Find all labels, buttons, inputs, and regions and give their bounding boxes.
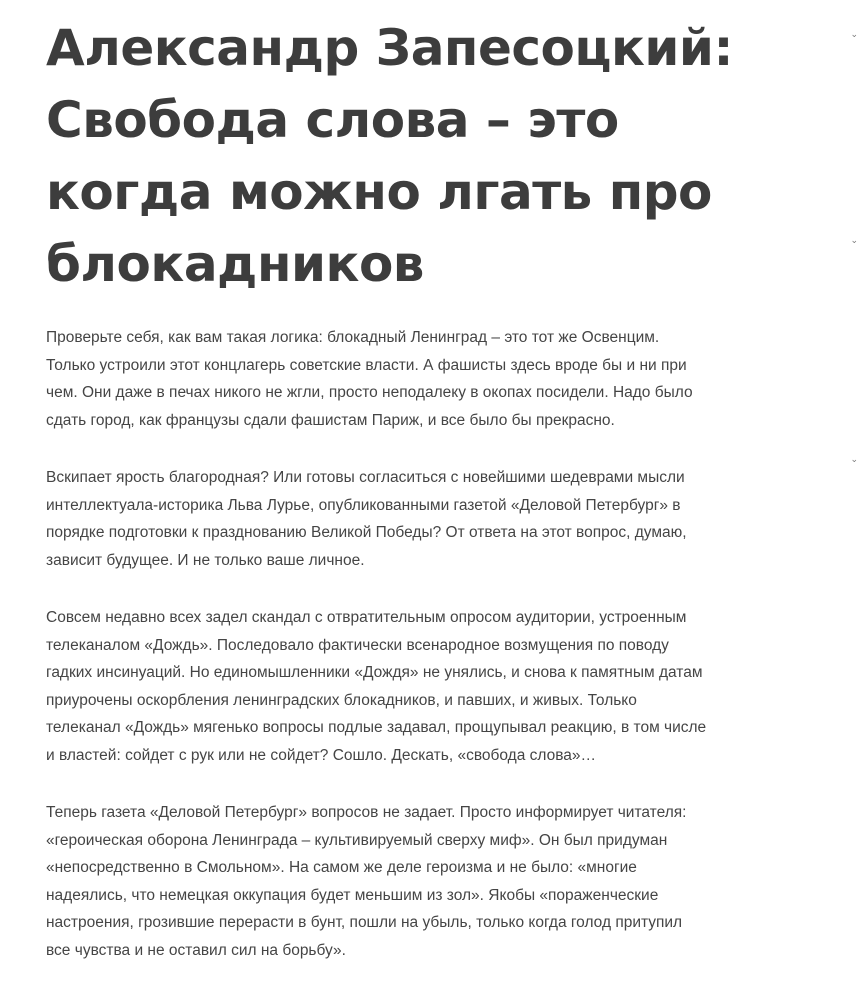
paragraph-line: гадких инсинуаций. Но единомышленники «Дождя» не унялись, и снова к памятным датам [46,664,703,681]
article-title [46,12,846,300]
edge-chevron-icon: ⌄ [850,455,858,465]
paragraph-line: настроения, грозившие перерасти в бунт, пошли на убыль, только когда голод притупил [46,914,683,931]
title-line: когда можно лгать про [46,163,712,221]
title-line: Свобода слова – это [46,91,619,149]
article [46,12,846,994]
paragraph-line: телеканалом «Дождь». Последовало фактически всенародное возмущения по поводу [46,636,669,654]
paragraph-line: зависит будущее. И не только ваше личное. [46,551,365,569]
article-body [46,324,846,964]
paragraph-line: Теперь газета «Деловой Петербург» вопросов не задает. Просто информирует читателя: [46,804,687,821]
paragraph-line: все чувства и не оставил сил на борьбу». [46,941,346,959]
paragraph-line: чем. Они даже в печах никого не жгли, просто неподалеку в окопах посидели. Надо было [46,384,693,401]
paragraph-line: Совсем недавно всех задел скандал с отвратительным опросом аудитории, устроенным [46,609,687,626]
paragraph-line: «непосредственно в Смольном». На самом же деле героизма и не было: «многие [46,859,637,876]
title-line: Александр Запесоцкий: [46,19,733,77]
paragraph-line: телеканал «Дождь» мягенько вопросы подлые задавал, прощупывал реакцию, в том числе [46,719,707,736]
paragraph-line: сдать город, как французы сдали фашистам Париж, и все было бы прекрасно. [46,411,615,429]
title-line: блокадников [46,235,424,293]
paragraph-line: Вскипает ярость благородная? Или готовы согласиться с новейшими шедеврами мысли [46,469,685,486]
paragraph-line: и властей: сойдет с рук или не сойдет? Сошло. Дескать, «свобода слова»… [46,746,597,764]
edge-chevron-icon: ⌄ [850,236,858,246]
paragraph-line: приурочены оскорбления ленинградских блокадников, и павших, и живых. Только [46,691,637,709]
paragraph [46,604,846,769]
paragraph [46,464,846,574]
edge-chevron-icon: ⌄ [850,30,858,40]
paragraph [46,799,846,964]
paragraph-line: интеллектуала-историка Льва Лурье, опубликованными газетой «Деловой Петербург» в [46,496,681,514]
paragraph-line: надеялись, что немецкая оккупация будет меньшим из зол». Якобы «пораженческие [46,886,659,904]
paragraph-line: Только устроили этот концлагерь советские власти. А фашисты здесь вроде бы и ни при [46,356,687,374]
paragraph-line: «героическая оборона Ленинграда – культивируемый сверху миф». Он был придуман [46,831,668,849]
paragraph [46,324,846,434]
paragraph-line: порядке подготовки к празднованию Великой Победы? От ответа на этот вопрос, думаю, [46,524,687,541]
paragraph-line: Проверьте себя, как вам такая логика: блокадный Ленинград – это тот же Освенцим. [46,329,660,346]
